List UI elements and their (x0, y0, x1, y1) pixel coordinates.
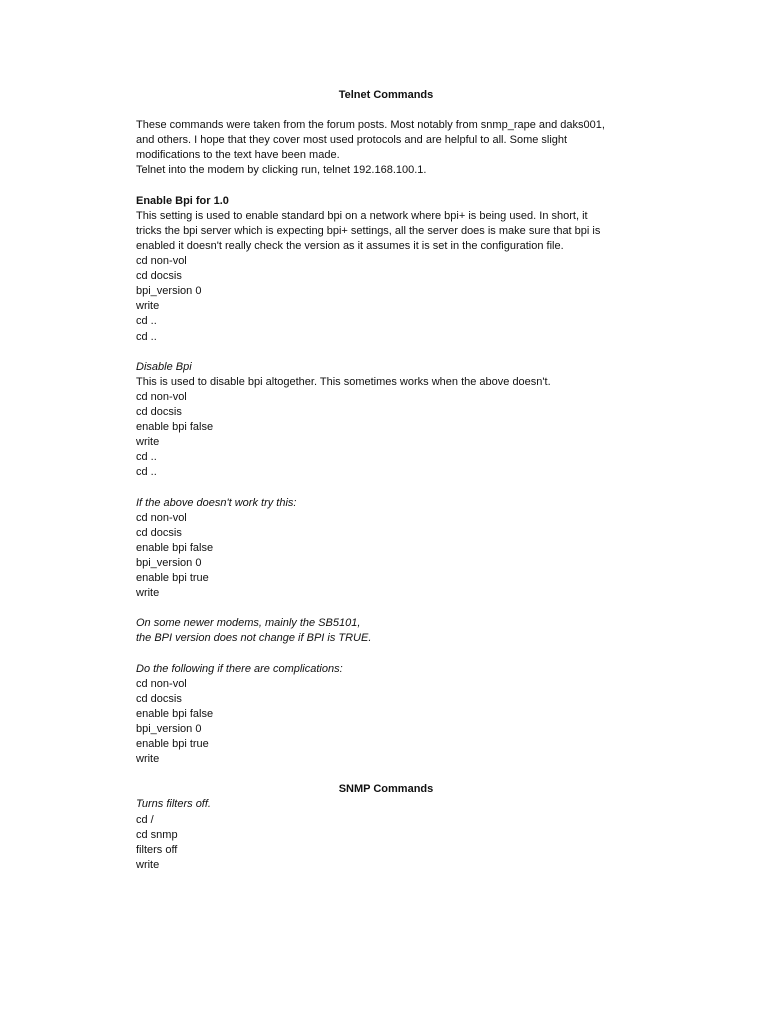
command-line: cd docsis (136, 270, 182, 283)
command-line: enable bpi false (136, 707, 214, 720)
enable-bpi-description-line: This setting is used to enable standard bpi on a network where bpi+ is being used. In short, it (136, 209, 588, 222)
complications-section (136, 662, 636, 768)
command-line: cd snmp (136, 828, 178, 841)
document-title: Telnet Commands (338, 89, 434, 101)
fallback-heading: If the above doesn't work try this: (136, 496, 297, 509)
command-line: bpi_version 0 (136, 556, 202, 569)
command-line: filters off (136, 843, 178, 856)
complications-commands (136, 677, 636, 768)
disable-bpi-section (136, 360, 636, 481)
disable-bpi-heading: Disable Bpi (136, 360, 192, 373)
command-line: write (136, 753, 160, 766)
spacer (136, 103, 636, 118)
complications-heading: Do the following if there are complications: (136, 662, 343, 675)
fallback-commands (136, 511, 636, 602)
command-line: write (136, 436, 160, 449)
disable-bpi-description: This is used to disable bpi altogether. This sometimes works when the above doesn't. (136, 375, 551, 388)
disable-bpi-commands (136, 390, 636, 481)
command-line: cd non-vol (136, 677, 187, 690)
enable-bpi-description-line: enabled it doesn't really check the version as it assumes it is set in the configuration file. (136, 239, 564, 252)
intro-line: Telnet into the modem by clicking run, telnet 192.168.100.1. (136, 164, 427, 177)
intro-line: These commands were taken from the forum posts. Most notably from snmp_rape and daks001, (136, 119, 605, 132)
spacer (136, 179, 636, 194)
command-line: cd non-vol (136, 390, 187, 403)
command-line: enable bpi false (136, 541, 214, 554)
enable-bpi-heading: Enable Bpi for 1.0 (136, 194, 229, 207)
enable-bpi-section (136, 194, 636, 345)
intro-line: modifications to the text have been made. (136, 149, 340, 162)
spacer (136, 767, 636, 782)
snmp-heading: Turns filters off. (136, 798, 211, 811)
command-line: cd docsis (136, 692, 182, 705)
command-line: cd docsis (136, 526, 182, 539)
spacer (136, 646, 636, 661)
document-body (136, 88, 636, 873)
command-line: write (136, 300, 160, 313)
enable-bpi-commands (136, 254, 636, 345)
command-line: cd non-vol (136, 255, 187, 268)
note-line: the BPI version does not change if BPI is TRUE. (136, 632, 372, 645)
fallback-section (136, 496, 636, 602)
command-line: enable bpi true (136, 572, 209, 584)
command-line: cd .. (136, 466, 157, 479)
command-line: write (136, 587, 160, 600)
command-line: bpi_version 0 (136, 285, 202, 298)
enable-bpi-description-line: tricks the bpi server which is expecting bpi+ settings, all the server does is make sure that bpi is (136, 224, 601, 237)
note-line: On some newer modems, mainly the SB5101, (136, 617, 361, 630)
command-line: cd non-vol (136, 511, 187, 524)
command-line: cd .. (136, 330, 157, 343)
snmp-commands (136, 813, 636, 873)
spacer (136, 601, 636, 616)
command-line: cd .. (136, 451, 157, 464)
command-line: bpi_version 0 (136, 722, 202, 735)
spacer (136, 345, 636, 360)
snmp-section (136, 782, 636, 873)
command-line: cd docsis (136, 405, 182, 418)
command-line: enable bpi false (136, 421, 214, 434)
command-line: write (136, 858, 160, 871)
command-line: enable bpi true (136, 738, 209, 751)
intro-line: and others. I hope that they cover most used protocols and are helpful to all. Some slight (136, 134, 568, 147)
snmp-title: SNMP Commands (338, 783, 434, 796)
command-line: cd .. (136, 315, 157, 328)
command-line: cd / (136, 813, 154, 826)
spacer (136, 480, 636, 495)
note-section (136, 616, 636, 646)
intro-paragraph (136, 118, 636, 178)
